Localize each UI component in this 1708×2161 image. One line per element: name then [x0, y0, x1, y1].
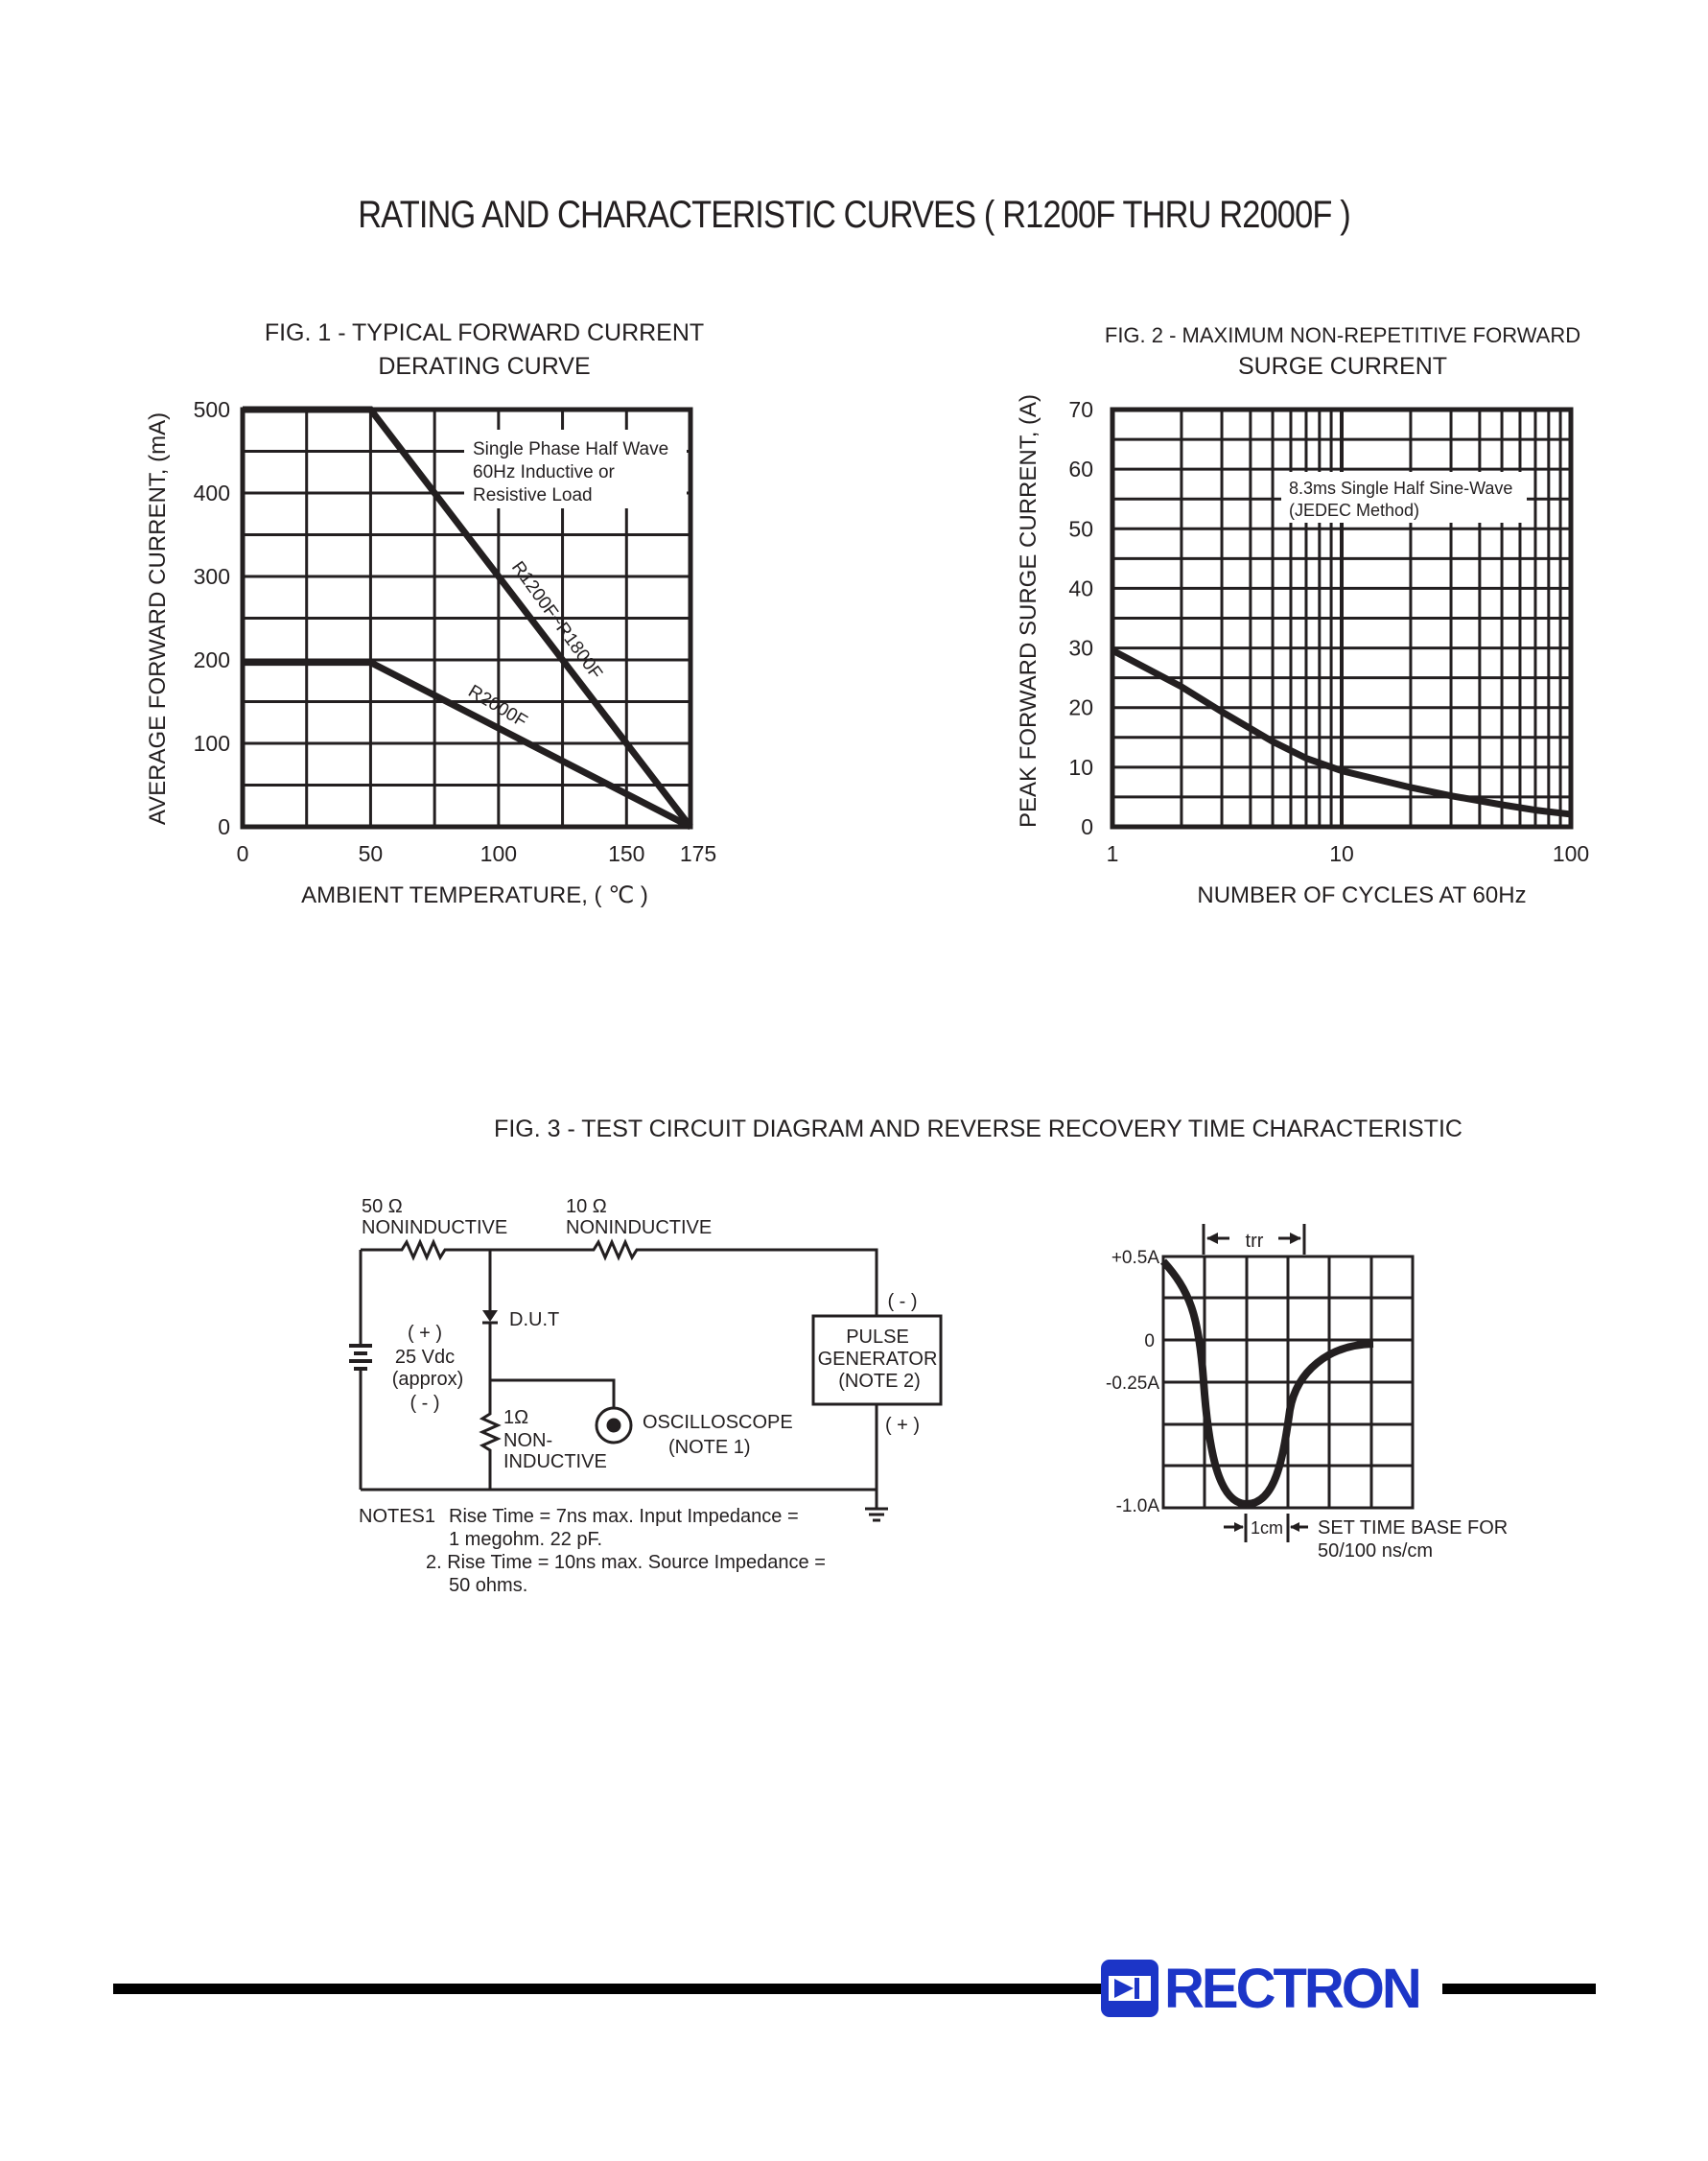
fig2-y-tick: 0: [1081, 814, 1093, 839]
fig1-note-line2: 60Hz Inductive or: [473, 462, 615, 482]
note1-line2: 1 megohm. 22 pF.: [449, 1529, 603, 1550]
fig1-y-tick: 0: [218, 814, 230, 839]
fig1-curve-label-a: R1200F~R1800F: [506, 557, 606, 684]
fig2-x-tick: 100: [1552, 841, 1590, 866]
note1-line1: Rise Time = 7ns max. Input Impedance =: [449, 1506, 799, 1527]
fig1-y-tick: 200: [193, 647, 230, 672]
reverse-recovery-waveform: [1106, 1224, 1508, 1562]
supply-plus: ( + ): [407, 1323, 443, 1344]
fig1-y-tick: 300: [193, 564, 230, 589]
fig2-y-tick: 60: [1068, 457, 1093, 482]
fig1-title-line1: FIG. 1 - TYPICAL FORWARD CURRENT: [264, 319, 705, 346]
oscilloscope-center: [608, 1420, 620, 1431]
rectron-logo: [1101, 1957, 1419, 2020]
r2-type: NONINDUCTIVE: [566, 1217, 713, 1238]
fig2-y-tick: 30: [1068, 635, 1093, 661]
cm-label: 1cm: [1250, 1518, 1284, 1538]
fig1-y-tick: 500: [193, 397, 230, 422]
supply-value: 25 Vdc: [394, 1347, 456, 1368]
timebase-line1: SET TIME BASE FOR: [1318, 1517, 1509, 1539]
fig1-note-line3: Resistive Load: [473, 485, 593, 505]
fig1-x-tick: 100: [480, 841, 518, 866]
top-wire-with-resistors: [361, 1242, 877, 1316]
fig2-chart: [1016, 394, 1589, 908]
level-zero-label: 0: [1144, 1331, 1155, 1351]
fig1-y-axis-label: AVERAGE FORWARD CURRENT, (mA): [145, 411, 171, 826]
fig2-title-line1: FIG. 2 - MAXIMUM NON-REPETITIVE FORWARD: [1104, 323, 1581, 347]
fig1-x-axis-label: AMBIENT TEMPERATURE, ( ℃ ): [301, 882, 648, 908]
generator-line1: PULSE: [846, 1327, 909, 1348]
scope-note: (NOTE 1): [668, 1437, 751, 1458]
fig2-title-line2: SURGE CURRENT: [1237, 353, 1448, 380]
fig1-x-tick: 150: [608, 841, 645, 866]
fig1-title-line2: DERATING CURVE: [378, 353, 591, 380]
fig2-x-tick: 1: [1106, 841, 1119, 866]
footer-rule-right: [1442, 1984, 1596, 1994]
level-neg-label: -1.0A: [1115, 1496, 1159, 1516]
generator-minus: ( - ): [887, 1291, 918, 1312]
fig2-y-tick: 20: [1068, 694, 1093, 720]
level-pos-label: +0.5A: [1111, 1248, 1159, 1268]
r3-type-line1: NON-: [503, 1430, 553, 1451]
fig2-note-line1: 8.3ms Single Half Sine-Wave: [1289, 479, 1513, 498]
scope-label: OSCILLOSCOPE: [643, 1412, 793, 1433]
r3-value: 1Ω: [503, 1407, 529, 1428]
rectron-logo-icon: [1101, 1960, 1158, 2017]
r2-value: 10 Ω: [566, 1196, 607, 1217]
one-ohm-resistor-icon: [482, 1380, 498, 1490]
fig2-y-tick: 10: [1068, 754, 1093, 780]
note2-line1: 2. Rise Time = 10ns max. Source Impedance =: [426, 1552, 826, 1573]
fig1-y-tick: 400: [193, 481, 230, 505]
fig2-y-tick: 70: [1068, 397, 1093, 422]
brand-name: RECTRON: [1164, 1957, 1419, 2020]
r1-value: 50 Ω: [362, 1196, 403, 1217]
supply-approx: (approx): [391, 1369, 464, 1390]
fig1-curve-label-b: R2000F: [464, 681, 531, 733]
fig1-chart: [145, 397, 716, 908]
fig2-note-line2: (JEDEC Method): [1289, 501, 1420, 520]
dut-diode-icon: [482, 1310, 498, 1322]
r1-type: NONINDUCTIVE: [362, 1217, 508, 1238]
fig1-x-tick: 175: [679, 841, 717, 866]
fig3-title: FIG. 3 - TEST CIRCUIT DIAGRAM AND REVERSE RECOVERY TIME CHARACTERISTIC: [494, 1116, 1462, 1142]
generator-line2: GENERATOR: [817, 1349, 938, 1370]
page-title: RATING AND CHARACTERISTIC CURVES ( R1200F THRU R2000F ): [358, 194, 1350, 236]
fig1-y-tick: 100: [193, 731, 230, 756]
fig1-x-tick: 0: [236, 841, 249, 866]
trr-label: trr: [1245, 1231, 1264, 1252]
timebase-line2: 50/100 ns/cm: [1318, 1540, 1434, 1562]
supply-minus: ( - ): [409, 1393, 440, 1414]
scope-tap-wire: [490, 1380, 614, 1407]
fig2-x-tick: 10: [1329, 841, 1354, 866]
level-mid-label: -0.25A: [1106, 1374, 1159, 1394]
dut-label: D.U.T: [509, 1309, 560, 1330]
note2-line2: 50 ohms.: [449, 1575, 528, 1596]
circuit-labels: [359, 1196, 937, 1596]
fig1-note-line1: Single Phase Half Wave: [473, 439, 669, 459]
r3-type-line2: INDUCTIVE: [503, 1451, 607, 1472]
notes-label: NOTES1: [359, 1506, 436, 1527]
fig1-x-tick: 50: [358, 841, 384, 866]
fig2-x-axis-label: NUMBER OF CYCLES AT 60Hz: [1197, 882, 1527, 908]
fig2-y-tick: 40: [1068, 575, 1093, 601]
footer-rule-left: [113, 1984, 1101, 1994]
generator-plus: ( + ): [884, 1415, 921, 1436]
fig2-y-tick: 50: [1068, 516, 1093, 542]
generator-line3: (NOTE 2): [838, 1371, 921, 1392]
fig2-y-axis-label: PEAK FORWARD SURGE CURRENT, (A): [1016, 393, 1041, 829]
